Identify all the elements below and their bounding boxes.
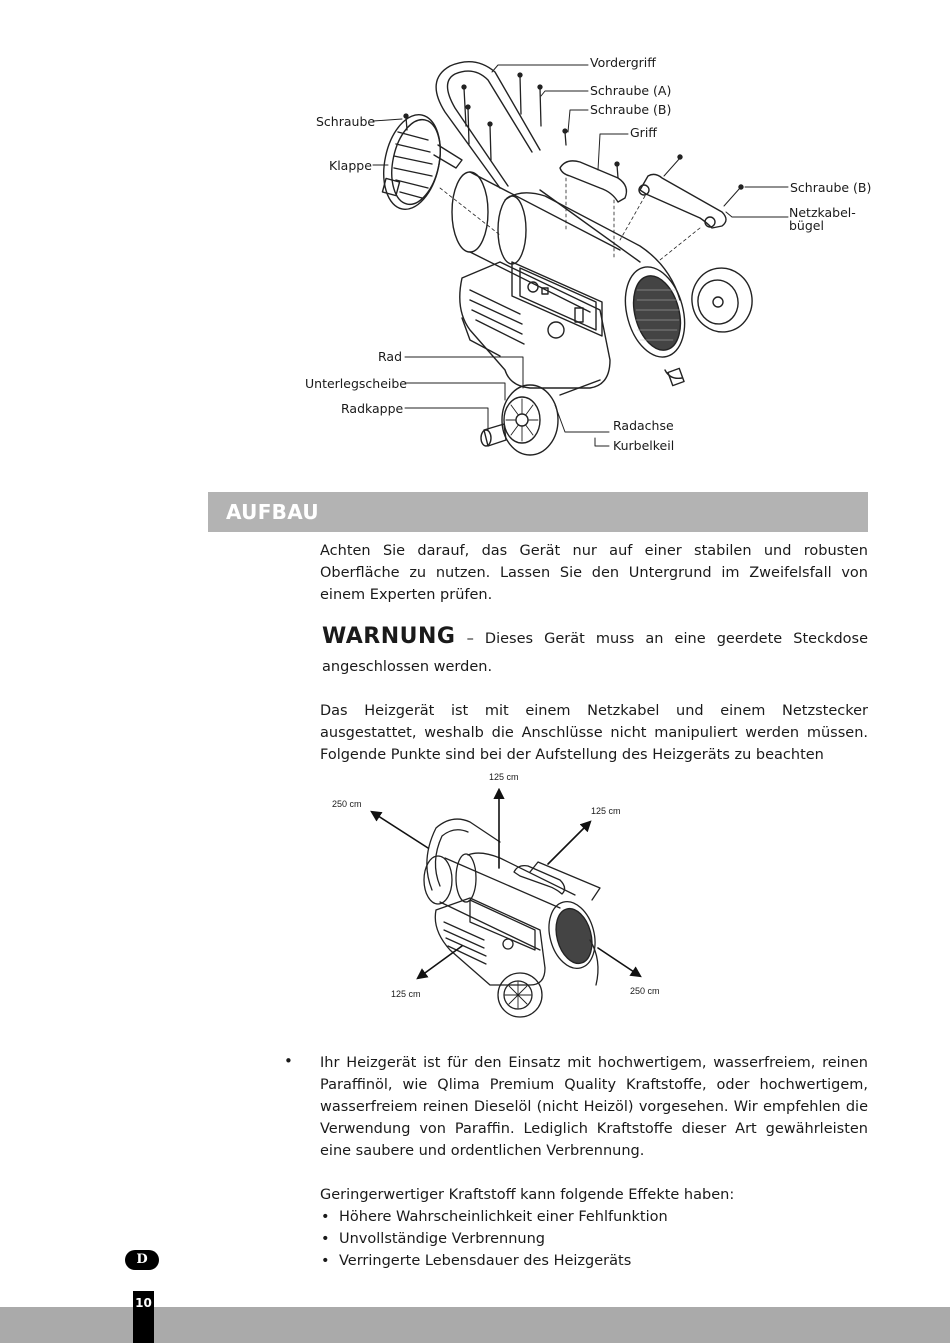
cable-bracket-part	[639, 155, 743, 228]
label-klappe: Klappe	[329, 158, 372, 173]
label-netzkabel: Netzkabel-	[789, 205, 856, 220]
arrow-upper-right	[548, 822, 590, 864]
label-buegel: bügel	[789, 218, 824, 233]
connection-paragraph: Das Heizgerät ist mit einem Netzkabel und einem Netzstecker ausgestattet, weshalb die Anschlüsse nicht manipuliert werden müssen. Folgende Punkte sind bei der Aufstellung des Heizgeräts zu beachten	[320, 703, 868, 763]
clearance-lower-right: 250 cm	[630, 986, 660, 996]
label-griff: Griff	[630, 125, 657, 140]
section-header	[208, 492, 868, 532]
label-schraube: Schraube	[316, 114, 376, 129]
clearance-upper-right: 125 cm	[591, 806, 621, 816]
label-unterlegscheibe: Unterlegscheibe	[305, 376, 407, 391]
label-schraube-b-top: Schraube (B)	[590, 102, 672, 117]
label-schraube-a: Schraube (A)	[590, 83, 672, 98]
section-title: AUFBAU	[226, 500, 319, 524]
intro-paragraph: Achten Sie darauf, das Gerät nur auf einer stabilen und robusten Oberfläche zu nutzen. Lassen Sie den Untergrund im Zweifelsfall von einem Experten prüfen.	[320, 543, 868, 603]
clearance-upper-left: 250 cm	[332, 799, 362, 809]
clearance-diagram	[320, 770, 680, 1030]
effects-list	[320, 1206, 868, 1272]
clearance-lower-left: 125 cm	[391, 989, 421, 999]
flap-part	[376, 109, 462, 214]
arrow-lower-right	[598, 948, 640, 976]
language-badge: D	[125, 1250, 159, 1270]
warning-paragraph	[322, 623, 868, 681]
warning-word: WARNUNG	[322, 624, 456, 649]
warning-text: – Dieses Gerät muss an eine geerdete Steckdose angeschlossen werden.	[322, 631, 868, 675]
heater-silhouette	[424, 819, 602, 1017]
arrow-lower-left	[418, 946, 462, 978]
arrow-upper-left	[372, 812, 428, 848]
label-kurbelkeil: Kurbelkeil	[613, 438, 675, 453]
list-item: • Verringerte Lebensdauer des Heizgeräts	[320, 1250, 868, 1272]
label-radkappe: Radkappe	[341, 401, 404, 416]
bullet-marker: •	[284, 1052, 293, 1070]
page-number: 10	[135, 1296, 152, 1310]
list-item: • Höhere Wahrscheinlichkeit einer Fehlfunktion	[320, 1206, 868, 1228]
label-radachse: Radachse	[613, 418, 674, 433]
clearance-top: 125 cm	[489, 772, 519, 782]
list-item: • Unvollständige Verbrennung	[320, 1228, 868, 1250]
label-schraube-b-right: Schraube (B)	[790, 180, 872, 195]
fuel-paragraph: Ihr Heizgerät ist für den Einsatz mit hochwertigem, wasserfreiem, reinen Paraffinöl, wie Qlima Premium Quality Kraftstoffe, oder hochwertigem, wasserfreiem reinen Dieselöl (nicht Heizöl) vorgesehen. Wir empfehlen die Verwendung von Paraffin. Lediglich Kraftstoffe dieser Art gewährleisten eine saubere und ordentlichen Verbrennung.	[320, 1055, 868, 1159]
label-vordergriff: Vordergriff	[590, 55, 656, 70]
label-rad: Rad	[378, 349, 403, 364]
page-number-tab	[133, 1291, 154, 1343]
low-fuel-intro: Geringerwertiger Kraftstoff kann folgende Effekte haben:	[320, 1187, 735, 1203]
wheel-part	[481, 385, 558, 455]
